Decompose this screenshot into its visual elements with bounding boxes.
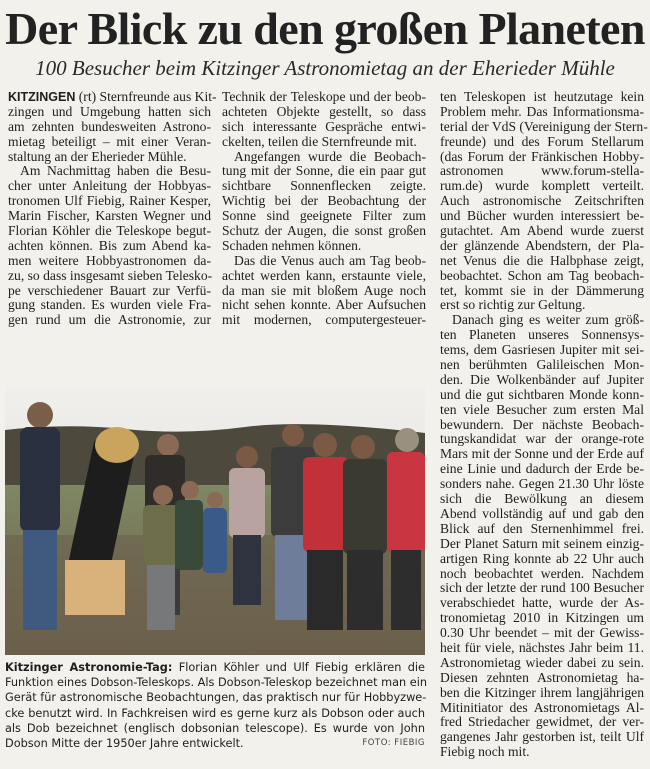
- text-line: Problem mehr. Das Informationsma-: [440, 103, 644, 119]
- text-line: sich der letzte der rund 100 Besucher: [440, 580, 644, 596]
- paragraph: [222, 254, 426, 328]
- text-line: tronomen Ulf Fiebig, Rainer Kesper,: [8, 193, 211, 209]
- text-line: Astronomietag wieder dabei zu sein.: [440, 654, 644, 670]
- text-line: sichtbare Sonnenflecken zeigte.: [222, 178, 426, 194]
- text-line: Florian Köhler die Teleskope begut-: [8, 223, 211, 239]
- article-column-1: [8, 89, 217, 328]
- text-line: nen berühmten Galileischen Mon-: [440, 357, 644, 373]
- text-line: tronomietag 2010 in Kitzingen um: [440, 610, 644, 626]
- text-line: heit für viele, nächstes Jahr beim 11.: [440, 639, 644, 655]
- text-line: ten viele Besucher zum ersten Mal: [440, 401, 644, 417]
- headline: Der Blick zu den großen Planeten: [5, 3, 645, 54]
- text-line: men weitere Hobbyastronomen da-: [8, 252, 211, 268]
- text-line: ben die Kitzinger ihrem langjährigen: [440, 684, 644, 700]
- text-line: tungskandidat war der orange-rote: [440, 431, 644, 447]
- text-line: sich interessante Gespräche entwi-: [222, 118, 426, 134]
- text-line: rum.de) wurde komplett verteilt.: [440, 178, 644, 194]
- text-line: bewundern. Der nächste Beobach-: [440, 416, 644, 432]
- text-line: sonders nahe. Gegen 21.30 Uhr löste: [440, 476, 644, 492]
- text-line: Mars mit der Sonne und der Erde auf: [440, 446, 644, 462]
- text-line: da man sie mit bloßem Auge noch: [222, 282, 426, 298]
- text-line: mit modernen, computergesteuer-: [222, 312, 426, 328]
- text-line: eine Linie und dadurch der Erde be-: [440, 461, 644, 477]
- text-line: ckelten, teilen die Sternfreunde mit.: [222, 133, 417, 149]
- text-line: Danach ging es weiter zum größ-: [452, 312, 644, 328]
- dateline: KITZINGEN: [8, 90, 76, 104]
- text-line: tet, kommt sie in der Dämmerung: [440, 282, 644, 298]
- text-line: terial der VdS (Vereinigung der Stern-: [440, 118, 648, 134]
- text-line: [8, 89, 217, 105]
- paragraph: [8, 89, 217, 164]
- paragraph: [440, 313, 644, 760]
- text-line: astronomen www.forum-stella-: [440, 163, 644, 179]
- text-line: Blick auf den Sternenhimmel frei.: [440, 520, 644, 536]
- text-line: achteten Objekte gestellt, so dass: [222, 103, 426, 119]
- text-line: der glänzende Abendstern, der Pla-: [440, 237, 644, 253]
- text-line: gangenes Jahr gestorben ist, teilt Ulf: [440, 729, 644, 745]
- text-line: pe verschiedener Bauart zur Verfü-: [8, 282, 211, 298]
- text-line: (das Forum der Fränkischen Hobby-: [440, 148, 644, 164]
- text-line: Fiebig noch mit.: [440, 744, 530, 760]
- caption-line: [5, 660, 425, 675]
- text-line: staltung an der Eherieder Mühle.: [8, 148, 187, 164]
- text-line-content: (rt) Sternfreunde aus Kit-: [78, 89, 217, 104]
- text-line: Marin Fischer, Karsten Wegner und: [8, 208, 211, 224]
- photo-telescope-group: [5, 385, 425, 655]
- text-line: am zehnten bundesweiten Astrono-: [8, 118, 211, 134]
- text-line: mietag beteiligt – mit einer Veran-: [8, 133, 211, 149]
- text-line: Mitinitiator des Astronomietags Al-: [440, 699, 644, 715]
- text-line: erst so richtig zur Geltung.: [440, 297, 586, 313]
- text-line: Das die Venus auch am Tag beob-: [234, 252, 426, 268]
- text-line: Angefangen wurde die Beobach-: [234, 148, 426, 164]
- text-line: tems, dem Gasriesen Jupiter mit sei-: [440, 342, 644, 358]
- text-line: achten können. Bis zum Abend ka-: [8, 237, 211, 253]
- text-line: gutachtet. Am Abend wurde zuerst: [440, 223, 644, 239]
- caption-line: Funktion eines Dobson-Teleskops. Als Dobson-Teleskop bezeichnet man ein: [5, 676, 428, 690]
- text-line: Auch astronomische Zeitschriften: [440, 193, 644, 209]
- text-line: ten Planeten unseres Sonnensys-: [440, 327, 644, 343]
- text-line: nicht sehen konnte. Aber Aufsuchen: [222, 297, 426, 313]
- caption-lead: Kitzinger Astronomie-Tag:: [5, 661, 173, 674]
- text-line: Der Planet Saturn mit seinem einzig-: [440, 535, 644, 551]
- text-line: achtet werden kann, erstaunte viele,: [222, 267, 426, 283]
- text-line: gung standen. Es wurden viele Fra-: [8, 297, 211, 313]
- text-line: artigen Ring konnte ab 22 Uhr auch: [440, 550, 644, 566]
- paragraph: [440, 89, 648, 313]
- subheadline: 100 Besucher beim Kitzinger Astronomietag an der Eherieder Mühle: [35, 56, 615, 80]
- text-line: Am Nachmittag haben die Besu-: [20, 163, 211, 179]
- text-line: und Bücher wurden interessiert be-: [440, 208, 644, 224]
- text-line: freunde) und des Forum Stellarum: [440, 133, 644, 149]
- caption-line: als Dob bezeichnet (englisch dobsonian telescope). Es wurde von John: [5, 721, 425, 735]
- article-photo: [5, 385, 425, 655]
- text-line: Technik der Teleskope und der beob-: [222, 89, 426, 104]
- text-line: sich die Bewölkung an diesem: [440, 491, 644, 507]
- text-line: Diesen zehnten Astronomietag ha-: [440, 669, 644, 685]
- text-line: Sonne sind geeignete Filter zum: [222, 208, 426, 224]
- text-line: tung mit der Sonne, die ein paar gut: [222, 163, 426, 179]
- text-line: den. Die Wolkenbänder auf Jupiter: [440, 371, 644, 387]
- text-line: zu, so dass insgesamt sieben Telesko-: [8, 267, 213, 283]
- text-line: gen rund um die Astronomie, zur: [8, 312, 211, 328]
- text-line: beobachtet. Schon am Tag beobach-: [440, 267, 644, 283]
- caption-line: cke benutzt wird. In Fachkreisen wird es gerne kurz als Dobson oder auch: [5, 706, 425, 720]
- text-line: Abend vollständig auf und gab den: [440, 505, 644, 521]
- text-line: net Venus die die Halbphase zeigt,: [440, 252, 644, 268]
- photo-caption: [5, 660, 428, 751]
- text-line: verabschiedet hatte, wurde der As-: [440, 595, 644, 611]
- caption-text: Florian Köhler und Ulf Fiebig erklären die: [172, 661, 425, 674]
- text-line: Schaden nehmen können.: [222, 237, 362, 253]
- text-line: ten Teleskopen ist heutzutage kein: [440, 89, 644, 104]
- article-column-3: [440, 89, 648, 760]
- text-line: zingen und Umgebung hatten sich: [8, 103, 211, 119]
- text-line: 0.30 Uhr beendet – mit der Gewiss-: [440, 625, 644, 641]
- caption-line: Dobson Mitte der 1950er Jahre entwickelt.: [5, 736, 244, 750]
- text-line: noch beobachtet werden. Nachdem: [440, 565, 644, 581]
- paragraph: [222, 90, 426, 150]
- paragraph: [8, 164, 211, 328]
- text-line: und die gut sichtbaren Monde konn-: [440, 386, 644, 402]
- article-column-2: [222, 90, 426, 328]
- paragraph: [222, 150, 426, 254]
- text-line: Wichtig bei der Beobachtung der: [222, 193, 426, 209]
- text-line: Schutz der Augen, die sonst großen: [222, 223, 426, 239]
- caption-line: Gerät für astronomische Beobachtungen, das praktisch nur für Hobbyzwe-: [5, 691, 427, 705]
- photo-credit: FOTO: FIEBIG: [362, 737, 425, 748]
- text-line: cher unter Anleitung der Hobbyas-: [8, 178, 211, 194]
- text-line: fred Striedacher gewidmet, der ver-: [440, 714, 644, 730]
